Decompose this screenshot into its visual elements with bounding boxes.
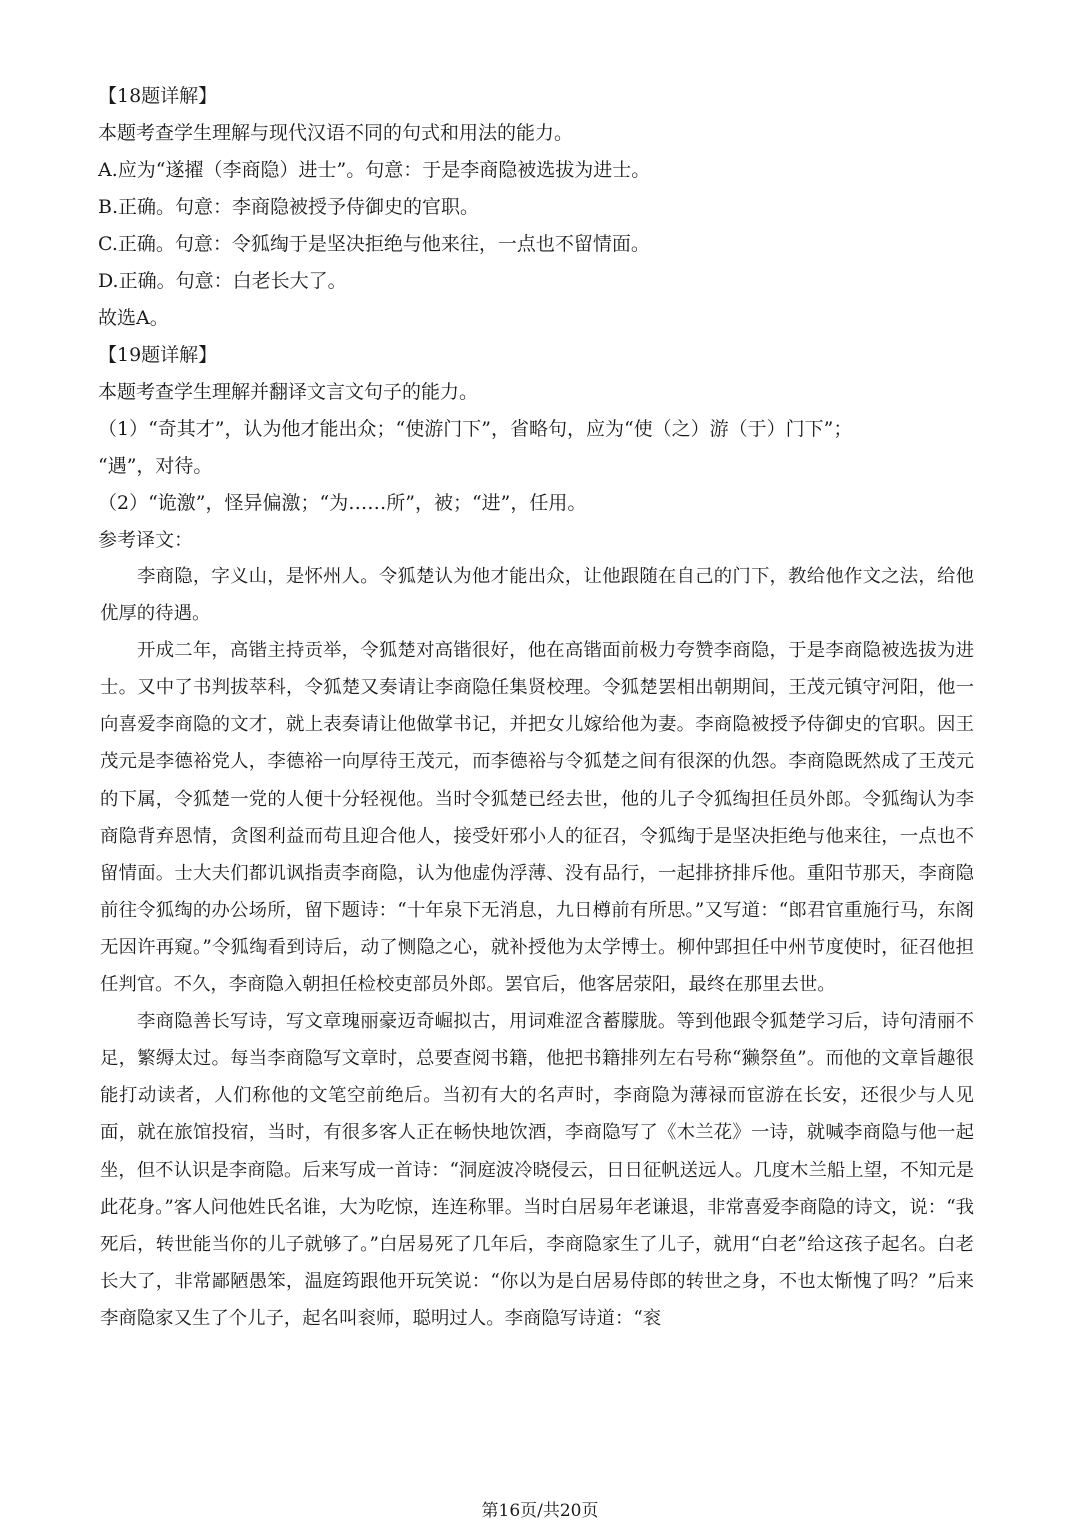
q19-line: （1）“奇其才”，认为他才能出众；“使游门下”，省略句，应为“使（之）游（于）门下”；	[98, 418, 853, 440]
answer-section	[98, 78, 998, 559]
q18-line: B.正确。句意：李商隐被授予侍御史的官职。	[98, 196, 480, 218]
q19-line: 本题考查学生理解并翻译文言文句子的能力。	[98, 381, 479, 403]
q19-heading: 【19题详解】	[98, 344, 218, 366]
q18-line: C.正确。句意：令狐绹于是坚决拒绝与他来往，一点也不留情面。	[98, 233, 650, 255]
q18-line: 故选A。	[98, 307, 169, 329]
page-number: 第16页/共20页	[481, 1501, 599, 1521]
q19-line: （2）“诡激”，怪异偏激；“为……所”，被；“进”，任用。	[98, 492, 587, 514]
q19-line: “遇”，对待。	[98, 455, 213, 477]
q18-line: 本题考查学生理解与现代汉语不同的句式和用法的能力。	[98, 122, 574, 144]
translation-paragraph: 开成二年，高锴主持贡举，令狐楚对高锴很好，他在高锴面前极力夸赞李商隐，于是李商隐被选拔为进士。又中了书判拔萃科，令狐楚又奏请让李商隐任集贤校理。令狐楚罢相出朝期间，王茂元镇守河阳，他一向喜爱李商隐的文才，就上表奏请让他做掌书记，并把女儿嫁给他为妻。李商隐被授予侍御史的官职。因王茂元是李德裕党人，李德裕一向厚待王茂元，而李德裕与令狐楚之间有很深的仇怨。李商隐既然成了王茂元的下属，令狐楚一党的人便十分轻视他。当时令狐楚已经去世，他的儿子令狐绹担任员外郎。令狐绹认为李商隐背弃恩情，贪图利益而苟且迎合他人，接受奸邪小人的征召，令狐绹于是坚决拒绝与他来往，一点也不留情面。士大夫们都讥讽指责李商隐，认为他虚伪浮薄、没有品行，一起排挤排斥他。重阳节那天，李商隐前往令狐绹的办公场所，留下题诗：“十年泉下无消息，九日樽前有所思。”又写道：“郎君官重施行马，东阁无因许再窥。”令狐绹看到诗后，动了恻隐之心，就补授他为太学博士。柳仲郢担任中州节度使时，征召他担任判官。不久，李商隐入朝担任检校吏部员外郎。罢官后，他客居荥阳，最终在那里去世。	[100, 640, 974, 996]
translation-paragraph: 李商隐，字义山，是怀州人。令狐楚认为他才能出众，让他跟随在自己的门下，教给他作文之法，给他优厚的待遇。	[100, 566, 974, 625]
q18-heading: 【18题详解】	[98, 85, 218, 107]
q18-line: A.应为“遂擢（李商隐）进士”。句意：于是李商隐被选拔为进士。	[98, 159, 651, 181]
q19-line: 参考译文：	[98, 529, 194, 551]
reference-translation	[100, 558, 974, 1337]
q18-line: D.正确。句意：白老长大了。	[98, 270, 347, 292]
translation-paragraph: 李商隐善长写诗，写文章瑰丽豪迈奇崛拟古，用词难涩含蓄朦胧。等到他跟令狐楚学习后，诗句清丽不足，繁缛太过。每当李商隐写文章时，总要查阅书籍，他把书籍排列左右号称“獭祭鱼”。而他的文章旨趣很能打动读者，人们称他的文笔空前绝后。当初有大的名声时，李商隐为薄禄而宦游在长安，还很少与人见面，就在旅馆投宿，当时，有很多客人正在畅快地饮酒，李商隐写了《木兰花》一诗，就喊李商隐与他一起坐，但不认识是李商隐。后来写成一首诗：“洞庭波冷晓侵云，日日征帆送远人。几度木兰船上望，不知元是此花身。”客人问他姓氏名谁，大为吃惊，连连称罪。当时白居易年老谦退，非常喜爱李商隐的诗文，说：“我死后，转世能当你的儿子就够了。”白居易死了几年后，李商隐家生了儿子，就用“白老”给这孩子起名。白老长大了，非常鄙陋愚笨，温庭筠跟他开玩笑说：“你以为是白居易侍郎的转世之身，不也太惭愧了吗？”后来李商隐家又生了个儿子，起名叫衮师，聪明过人。李商隐写诗道：“衮	[100, 1011, 974, 1329]
